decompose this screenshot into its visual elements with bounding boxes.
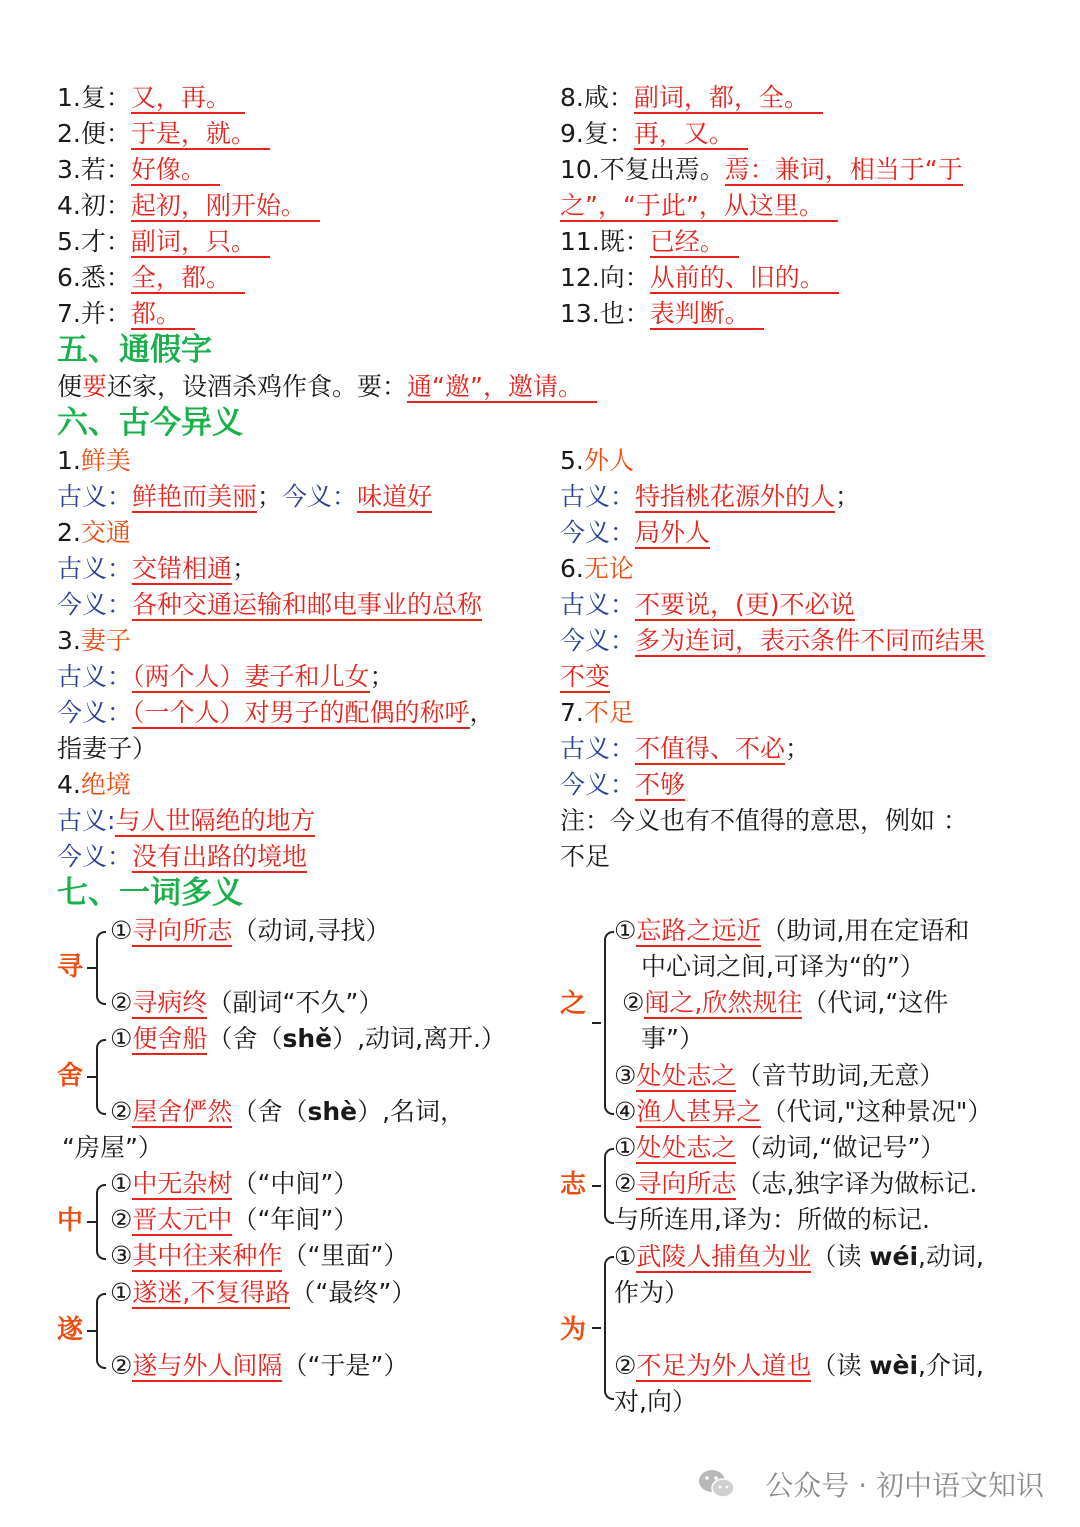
s6-item-6-jin: 今义：多为连词，表示条件不同而结果 — [560, 626, 986, 655]
xun-char: 寻 — [57, 952, 84, 982]
zhi-char: 之 — [560, 989, 587, 1019]
s4-item-11: 11.既：已经。 — [560, 224, 739, 260]
she-sense-2: ②屋舍俨然（舍（shè）,名词， — [110, 1097, 466, 1126]
s6-item-7-jin: 今义：不够 — [560, 770, 686, 799]
she-sense-1: ①便舍船（舍（shě）,动词,离开.） — [110, 1024, 506, 1053]
s6-item-1-meanings: 古义：鲜艳而美丽；今义：味道好 — [57, 482, 433, 511]
s4-item-13: 13.也：表判断。 — [560, 296, 764, 332]
wei-bracket-tick — [592, 1327, 601, 1329]
s6-item-3-gu: 古义：（两个人）妻子和儿女； — [57, 662, 395, 691]
s5-sentence: 便要还家，设酒杀鸡作食。要：通“邀”，邀请。 — [57, 369, 597, 405]
s4-item-12: 12.向：从前的、旧的。 — [560, 260, 839, 296]
s6-item-6-jin-cont: 不变 — [560, 662, 611, 691]
s4-item-1: 1.复：又，再。 — [57, 80, 245, 116]
s4-item-4: 4.初：起初，刚开始。 — [57, 188, 320, 224]
sui-char: 遂 — [57, 1315, 84, 1345]
zhi2-sense-2-cont: 与所连用,译为：所做的标记. — [614, 1205, 930, 1234]
s6-item-4-gu: 古义:与人世隔绝的地方 — [57, 806, 316, 835]
she-bracket-tick — [87, 1076, 96, 1078]
zhi2-bracket — [604, 1148, 614, 1224]
s7-heading: 七、一词多义 — [57, 875, 243, 911]
s6-item-2-jin: 今义：各种交通运输和邮电事业的总称 — [57, 590, 483, 619]
s6-item-5-title: 5.外人 — [560, 446, 634, 475]
wechat-icon — [697, 1468, 737, 1500]
zhi2-char: 志 — [560, 1170, 587, 1200]
s6-item-2-gu: 古义：交错相通； — [57, 554, 258, 583]
wei-sense-1: ①武陵人捕鱼为业（读 wéi,动词, — [614, 1242, 984, 1271]
s6-heading: 六、古今异义 — [57, 405, 243, 441]
wei-bracket — [604, 1256, 614, 1400]
s6-item-7-title: 7.不足 — [560, 698, 634, 727]
s6-item-2-title: 2.交通 — [57, 518, 131, 547]
zhi-bracket-tick — [592, 1022, 601, 1024]
zhi-sense-2: ②闻之,欣然规往（代词,“这件 — [622, 988, 949, 1017]
s6-item-3-jin-cont: 指妻子） — [57, 734, 158, 763]
s4-item-3: 3.若：好像。 — [57, 152, 220, 188]
wei-sense-2: ②不足为外人道也（读 wèi,介词, — [614, 1351, 984, 1380]
wei-char: 为 — [560, 1315, 587, 1345]
zhong-sense-1: ①中无杂树（“中间”） — [110, 1169, 359, 1198]
zhi-sense-4: ④渔人甚异之（代词,"这种景况"） — [614, 1097, 993, 1126]
xun-sense-2: ②寻病终（副词“不久”） — [110, 988, 384, 1017]
zhi2-sense-2: ②寻向所志（志,独字译为做标记. — [614, 1169, 978, 1198]
watermark-text: 公众号 · 初中语文知识 — [765, 1469, 1044, 1502]
s4-item-5: 5.才：副词，只。 — [57, 224, 270, 260]
xun-bracket-tick — [87, 967, 96, 969]
zhong-char: 中 — [57, 1206, 84, 1236]
s6-item-3-title: 3.妻子 — [57, 626, 131, 655]
zhi-sense-3: ③处处志之（音节助词,无意） — [614, 1061, 945, 1090]
s6-note-cont: 不足 — [560, 842, 611, 871]
wei-sense-2-cont: 对,向） — [614, 1387, 697, 1416]
s6-item-5-gu: 古义：特指桃花源外的人； — [560, 482, 861, 511]
s6-item-4-jin: 今义：没有出路的境地 — [57, 842, 308, 871]
s6-note: 注：今义也有不值得的意思，例如 ： — [560, 806, 968, 835]
s6-item-3-jin: 今义：（一个人）对男子的配偶的称呼， — [57, 698, 495, 727]
s5-heading: 五、通假字 — [57, 332, 212, 368]
she-sense-2-cont: “房屋”） — [62, 1133, 163, 1162]
zhong-bracket — [96, 1184, 106, 1260]
zhi-sense-2-cont: 事”） — [641, 1024, 704, 1053]
she-bracket — [96, 1039, 106, 1115]
sui-sense-2: ②遂与外人间隔（“于是”） — [110, 1351, 409, 1380]
wei-sense-1-cont: 作为） — [614, 1278, 690, 1307]
zhi-sense-1: ①忘路之远近（助词,用在定语和 — [614, 916, 970, 945]
s6-item-7-gu: 古义：不值得、不必； — [560, 734, 811, 763]
zhong-sense-2: ②晋太元中（“年间”） — [110, 1205, 359, 1234]
s4-item-10-cont: 之”，“于此”，从这里。 — [560, 188, 838, 224]
sui-bracket-tick — [87, 1330, 96, 1332]
s6-item-6-gu: 古义：不要说，(更)不必说 — [560, 590, 855, 619]
sui-sense-1: ①遂迷,不复得路（“最终”） — [110, 1278, 417, 1307]
zhi2-sense-1: ①处处志之（动词,“做记号”） — [614, 1133, 946, 1162]
s6-item-4-title: 4.绝境 — [57, 770, 131, 799]
s6-item-5-jin: 今义：局外人 — [560, 518, 711, 547]
zhong-bracket-tick — [87, 1221, 96, 1223]
s4-item-9: 9.复：再，又。 — [560, 116, 748, 152]
s6-item-6-title: 6.无论 — [560, 554, 634, 583]
zhi-sense-1-cont: 中心词之间,可译为“的”） — [641, 952, 925, 981]
s4-item-6: 6.悉：全，都。 — [57, 260, 245, 296]
zhi2-bracket-tick — [592, 1185, 601, 1187]
she-char: 舍 — [57, 1061, 84, 1091]
sui-bracket — [96, 1293, 106, 1369]
xun-sense-1: ①寻向所志（动词,寻找） — [110, 916, 391, 945]
s6-item-1-title: 1.鲜美 — [57, 446, 131, 475]
s4-item-8: 8.咸：副词，都，全。 — [560, 80, 823, 116]
xun-bracket — [96, 931, 106, 1005]
s4-item-7: 7.并：都。 — [57, 296, 195, 332]
s4-item-10: 10.不复出焉。焉：兼词，相当于“于 — [560, 155, 963, 184]
zhong-sense-3: ③其中往来种作（“里面”） — [110, 1241, 409, 1270]
zhi-bracket — [604, 931, 614, 1115]
s4-item-2: 2.便：于是，就。 — [57, 116, 270, 152]
